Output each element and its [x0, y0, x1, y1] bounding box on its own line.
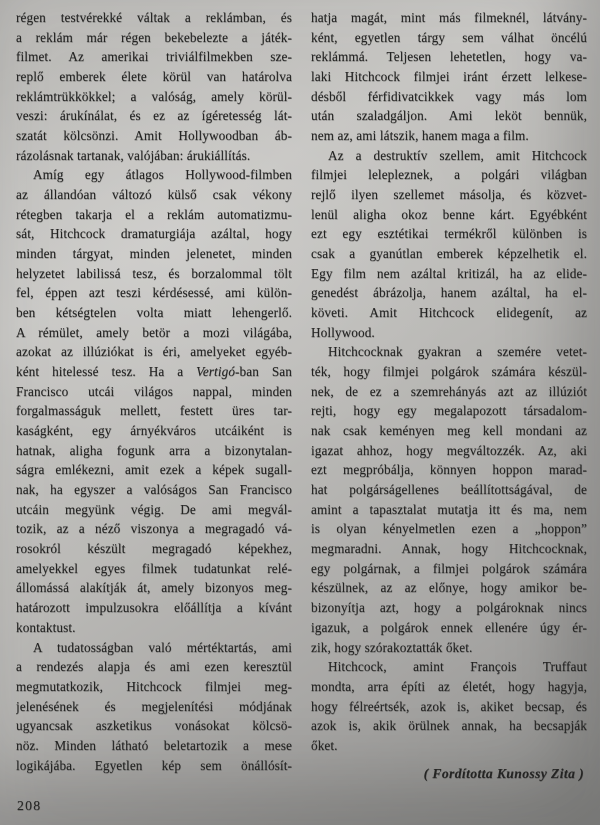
text-line: rázolásnak tartanak, valójában: árukiállítás. [16, 147, 251, 163]
text-line: ték, hogy filmjei polgárok számára készül- [311, 364, 587, 380]
text-line: nem az, ami látszik, hanem maga a film. [311, 128, 529, 144]
text-line: hogy félreértsék, azok is, akiket becsap, és [311, 698, 587, 714]
text-line: helyzetet labilissá tesz, és borzalommal tölt [16, 265, 292, 281]
text-line: filmjei lelepleznek, a polgári világban [311, 167, 587, 183]
text-line: azokat az illúziókat is éri, amelyeket egyéb- [16, 344, 292, 360]
text-line: ezt megpróbálja, könnyen hoppon marad- [311, 462, 587, 478]
text-line: désből férfidivatcikkek vagy más lom [311, 88, 587, 104]
text-line: tozik, az a néző viszonya a megragadó vá- [16, 521, 292, 537]
text-line: utcáin megyünk végig. De ami megvál- [16, 501, 292, 517]
translator-attribution: ( Fordította Kunossy Zita ) [423, 765, 584, 781]
text-line: fel, éppen azt teszi kérdésessé, ami külön- [16, 285, 292, 301]
text-line: Egy film nem azáltal kritizál, ha az elide- [311, 265, 587, 281]
text-line: igazat ahhoz, hogy megváltozzék. Az, aki [311, 442, 587, 458]
text-line: szatát kölcsönzi. Amit Hollywoodban áb- [16, 128, 292, 144]
text-line: ságra emlékezni, amit ezek a képek sugall- [16, 462, 292, 478]
text-line: zik, hogy szórakoztatták őket. [311, 639, 473, 655]
text-line: ben kétségtelen volta miatt lehengerlő. [16, 305, 292, 321]
text-line: genedést ábrázolja, hanem azáltal, ha el- [311, 285, 587, 301]
text-line: jelenésének és megjelenítési módjának [16, 698, 292, 714]
text-column-left [16, 8, 292, 782]
text-line: A tudatosságban való mértéktartás, ami [33, 639, 292, 655]
text-line: hatja magát, mint más filmeknél, látvány- [311, 10, 587, 25]
text-line: sát, Hitchcock dramaturgiája azáltal, hogy [16, 226, 292, 242]
text-line: forgalmasságuk mellett, festett üres tar- [16, 403, 292, 419]
text-line: reklámmá. Teljesen lehetetlen, hogy va- [311, 49, 587, 65]
text-line: Hollywood. [311, 324, 375, 340]
text-line: A rémület, amely betör a mozi világába, [16, 324, 292, 340]
text-line: egy polgárnak, a filmjei polgárok számára [311, 560, 587, 576]
text-line: nöz. Minden látható beletartozik a mese [16, 737, 292, 753]
text-line: Hitchcocknak gyakran a szemére vetet- [328, 344, 587, 360]
text-line: állomássá alakítják át, amely bizonyos meg- [16, 580, 292, 596]
text-line: hat polgárságellenes beállítottságával, de [311, 482, 587, 498]
text-line: rosokról készült megragadó képekhez, [16, 541, 292, 557]
text-line: régen testvérekké váltak a reklámban, és [16, 10, 292, 25]
text-line: kaságként, egy árnyékváros utcáiként is [16, 423, 292, 439]
text-line: ezt egy esztétikai termékről különben is [311, 226, 587, 242]
text-line: rejlő ilyen szellemet másolja, és közvet- [311, 187, 587, 203]
text-line: nak, ha egyszer a valóságos San Francisco [16, 482, 292, 498]
text-line: ugyancsak aszketikus vonásokat kölcsö- [16, 718, 292, 734]
text-line: rétegben takarja el a reklám automatizmu- [16, 206, 292, 222]
text-column-right [311, 8, 587, 782]
text-line: reklámtrükkökkel; a valóság, amely körül- [16, 88, 292, 104]
text-line: kontaktust. [16, 619, 76, 635]
text-line: filmet. Az amerikai triviálfilmekben sze- [16, 49, 292, 65]
text-line: készülnek, az az előnye, hogy amikor be- [311, 580, 587, 596]
text-line: igazuk, a polgárok ennek ellenére úgy ér- [311, 619, 587, 635]
text-line: határozott impulzusokra előállítja a kívánt [16, 600, 292, 616]
text-line: replő emberek élete körül van határolva [16, 69, 292, 85]
text-line: nak csak keményen meg kell mondani az [311, 423, 587, 439]
text-line: amelyekkel egyes filmek tudatunkat relé- [16, 560, 292, 576]
text-line: rejti, hogy egy megalapozott társadalom- [311, 403, 587, 419]
text-line: Hitchcock, amint François Truffaut [328, 659, 587, 675]
text-line: Az a destruktív szellem, amit Hitchcock [328, 147, 587, 163]
text-line: Francisco utcái világos nappal, minden [16, 383, 292, 399]
text-line: a rendezés alapja és ami ezen keresztül [16, 659, 292, 675]
page-number: 208 [17, 798, 42, 813]
text-line: amint a tapasztalat mutatja itt és ma, nem [311, 501, 587, 517]
text-line: is olyan kényelmetlen ezen a „hoppon” [311, 521, 587, 537]
text-line: az állandóan változó külső csak vékony [16, 187, 292, 203]
text-line: veszi: árukínálat, és ez az ígéretesség lát- [16, 108, 292, 124]
text-line: követi. Amit Hitchcock elidegenít, az [311, 305, 587, 321]
text-line: minden tárgyat, minden jelenetet, minden [16, 246, 292, 262]
text-line: ként, egyetlen tárgy sem válhat öncélú [311, 29, 587, 45]
text-line: mondta, arra építi az életét, hogy hagyja, [311, 678, 587, 694]
text-line: nek, de ez a szemrehányás azt az illúziót [311, 383, 587, 399]
text-line: lenül aligha okoz benne kárt. Egyébként [311, 206, 587, 222]
text-line: megmaradni. Annak, hogy Hitchcocknak, [311, 541, 587, 557]
text-line: bizonyítja azt, hogy a polgároknak nincs [311, 600, 587, 616]
text-line: Amíg egy átlagos Hollywood-filmben [33, 167, 292, 183]
text-line: azok is, akik örülnek annak, ha becsapják [311, 718, 587, 734]
text-line: után szaladgáljon. Ami leköt bennük, [311, 108, 587, 124]
text-line: laki Hitchcock filmjei iránt érzett lelkese- [311, 69, 587, 85]
text-line: ként hitelessé tesz. Ha a Vertigó-ban San [16, 364, 292, 380]
text-line: hatnak, aligha fogunk arra a bizonytalan- [16, 442, 292, 458]
text-line: őket. [311, 737, 338, 753]
text-line: csak a gyanútlan emberek képzelhetik el. [311, 246, 587, 262]
text-line: logikájába. Egyetlen kép sem önállósít- [16, 757, 292, 773]
text-column-right-lines [311, 8, 587, 756]
text-line: megmutatkozik, Hitchcock filmjei meg- [16, 678, 292, 694]
text-line: a reklám már régen bekebelezte a játék- [16, 29, 292, 45]
